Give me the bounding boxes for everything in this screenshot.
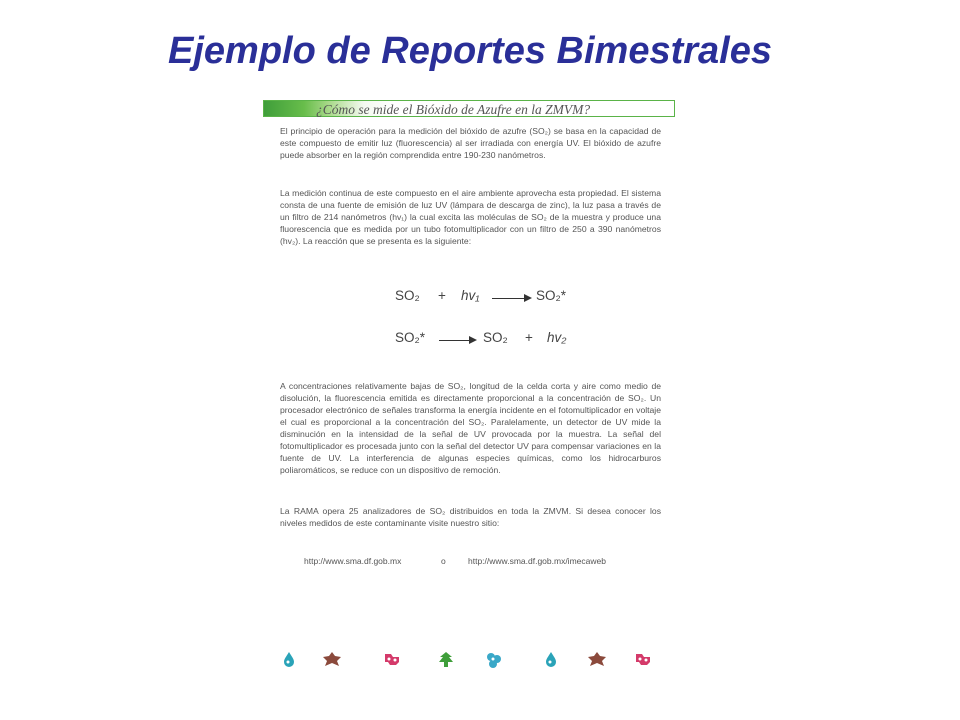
arrow-icon <box>492 298 530 299</box>
footer-icons <box>263 651 675 671</box>
report-page <box>263 100 675 680</box>
paragraph-concentration: A concentraciones relativamente bajas de SO₂, longitud de la celda corta y aire como medio de disolución, la fluorescencia emitida es directamente proporcional a la concentración de SO₂. Un procesador electrónico de señales transforma la energía incidente en el fotomultiplicador en voltaje el cual es proporcional a la concentración del SO₂. Paralelamente, un detector de UV mide la disminución en la intensidad de la señal de UV provocada por la muestra. La señal del fotomultiplicador es procesada junto con la señal del detector UV para compensar variaciones en la fuente de UV. La interferencia de algunas especies químicas, como los hidrocarburos poliaromáticos, se reduce con un dispositivo de remoción. <box>280 381 661 475</box>
link-sma[interactable]: http://www.sma.df.gob.mx <box>304 556 402 566</box>
banner-title: ¿Cómo se mide el Bióxido de Azufre en la ZMVM? <box>316 102 591 117</box>
pink-cluster-icon <box>634 651 652 667</box>
teal-drop-icon <box>543 651 559 667</box>
paragraph-measurement-system: La medición continua de este compuesto en el aire ambiente aprovecha esta propiedad. El sistema consta de una fuente de emisión de luz UV (lámpara de descarga de zinc), la luz pasa a través de un filtro de 214 nanómetros (hv₁) la cual excita las moléculas de SO₂ de la muestra y produce una fluorescencia que es medida por un tubo fotomultiplicador con un filtro de 250 a 390 nanómetros (hv₂). La reacción que se presenta es la siguiente: <box>280 188 661 246</box>
pink-cluster-icon <box>383 651 401 667</box>
brown-figure-icon <box>586 651 608 667</box>
photon: hv₁ <box>461 288 480 303</box>
slide-title: Ejemplo de Reportes Bimestrales <box>168 30 772 72</box>
green-tree-icon <box>438 651 454 669</box>
teal-drop-icon <box>281 651 297 667</box>
section-banner <box>263 100 675 117</box>
plus-sign: + <box>438 288 446 303</box>
paragraph-rama: La RAMA opera 25 analizadores de SO₂ distribuidos en toda la ZMVM. Si desea conocer los niveles medidos de este contaminante visite nuestro sitio: <box>280 506 661 528</box>
paragraph-operation-principle: El principio de operación para la medición del bióxido de azufre (SO₂) se basa en la capacidad de este compuesto de emitir luz (fluorescencia) al ser irradiada con energía UV. El bióxido de azufre puede absorber en la región comprendida entre 190-230 nanómetros. <box>280 126 661 160</box>
product: SO₂ <box>483 330 508 345</box>
link-imecaweb[interactable]: http://www.sma.df.gob.mx/imecaweb <box>468 556 606 566</box>
reactant: SO₂* <box>395 330 425 345</box>
brown-figure-icon <box>321 651 343 667</box>
photon: hv₂ <box>547 330 567 345</box>
arrow-icon <box>439 340 475 341</box>
plus-sign: + <box>525 330 533 345</box>
blue-cluster-icon <box>485 651 503 669</box>
product: SO₂* <box>536 288 566 303</box>
reactant: SO₂ <box>395 288 420 303</box>
link-separator: o <box>441 556 446 566</box>
